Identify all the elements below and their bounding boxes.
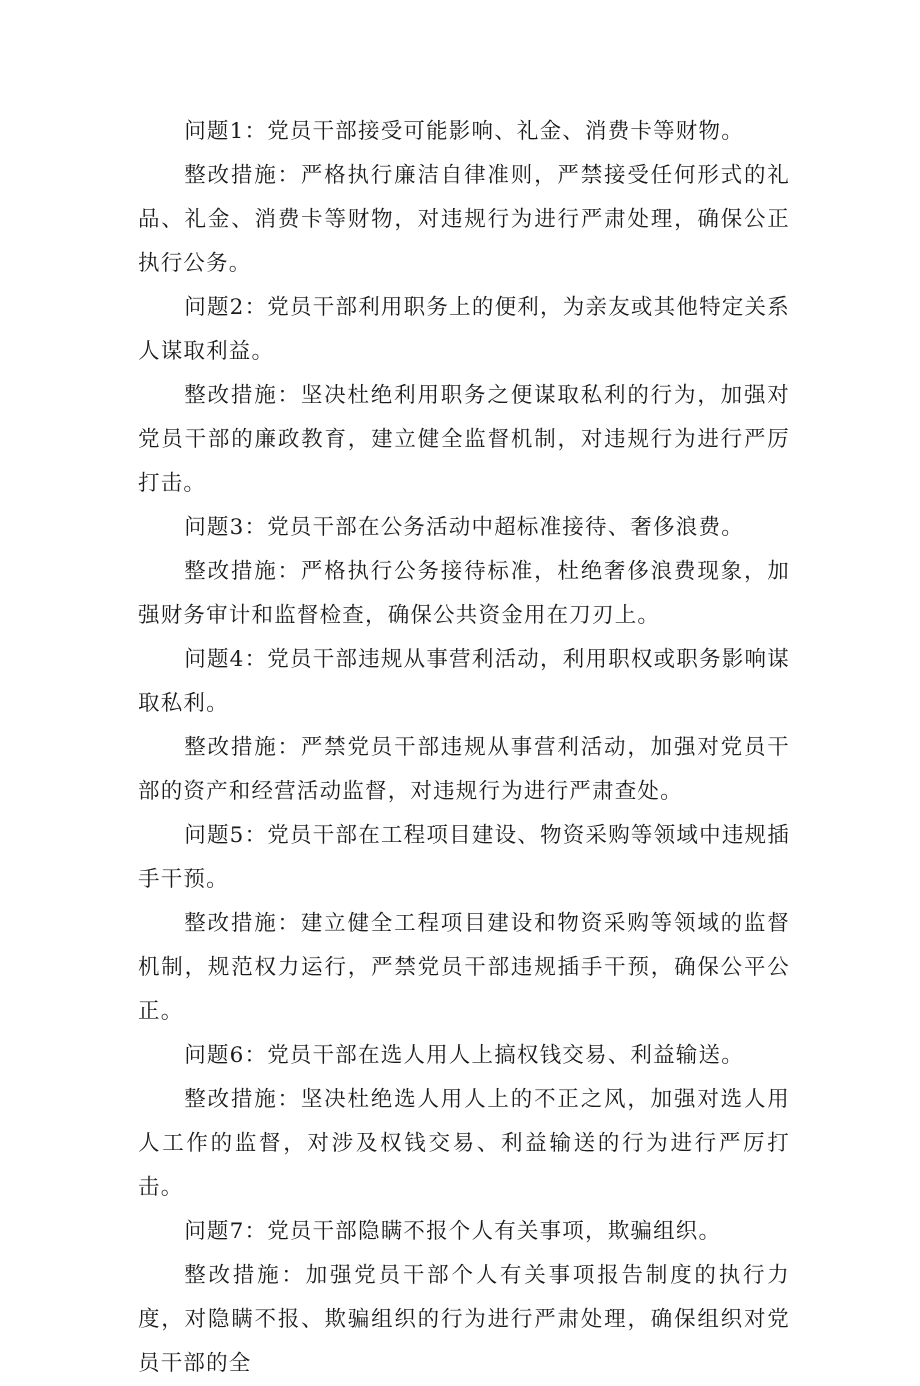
measure-7-paragraph: 整改措施：加强党员干部个人有关事项报告制度的执行力度，对隐瞒不报、欺骗组织的行为进行严肃处理，确保组织对党员干部的全	[138, 1263, 790, 1376]
measure-2-paragraph: 整改措施：坚决杜绝利用职务之便谋取私利的行为，加强对党员干部的廉政教育，建立健全监督机制，对违规行为进行严厉打击。	[138, 383, 790, 496]
issue-7-paragraph: 问题7：党员干部隐瞒不报个人有关事项，欺骗组织。	[184, 1219, 722, 1244]
issue-2-paragraph: 问题2：党员干部利用职务上的便利，为亲友或其他特定关系人谋取利益。	[138, 295, 790, 364]
document-body	[138, 110, 790, 1386]
measure-5-paragraph: 整改措施：建立健全工程项目建设和物资采购等领域的监督机制，规范权力运行，严禁党员干部违规插手干预，确保公平公正。	[138, 911, 790, 1024]
issue-4-paragraph: 问题4：党员干部违规从事营利活动，利用职权或职务影响谋取私利。	[138, 647, 790, 716]
issue-1-paragraph: 问题1：党员干部接受可能影响、礼金、消费卡等财物。	[184, 119, 744, 144]
measure-4-paragraph: 整改措施：严禁党员干部违规从事营利活动，加强对党员干部的资产和经营活动监督，对违规行为进行严肃查处。	[138, 735, 790, 804]
issue-3-paragraph: 问题3：党员干部在公务活动中超标准接待、奢侈浪费。	[184, 515, 744, 540]
measure-3-paragraph: 整改措施：严格执行公务接待标准，杜绝奢侈浪费现象，加强财务审计和监督检查，确保公共资金用在刀刃上。	[138, 559, 790, 628]
measure-6-paragraph: 整改措施：坚决杜绝选人用人上的不正之风，加强对选人用人工作的监督，对涉及权钱交易、利益输送的行为进行严厉打击。	[138, 1087, 790, 1200]
measure-1-paragraph: 整改措施：严格执行廉洁自律准则，严禁接受任何形式的礼品、礼金、消费卡等财物，对违规行为进行严肃处理，确保公正执行公务。	[138, 163, 790, 276]
issue-5-paragraph: 问题5：党员干部在工程项目建设、物资采购等领域中违规插手干预。	[138, 823, 790, 892]
issue-6-paragraph: 问题6：党员干部在选人用人上搞权钱交易、利益输送。	[184, 1043, 744, 1068]
